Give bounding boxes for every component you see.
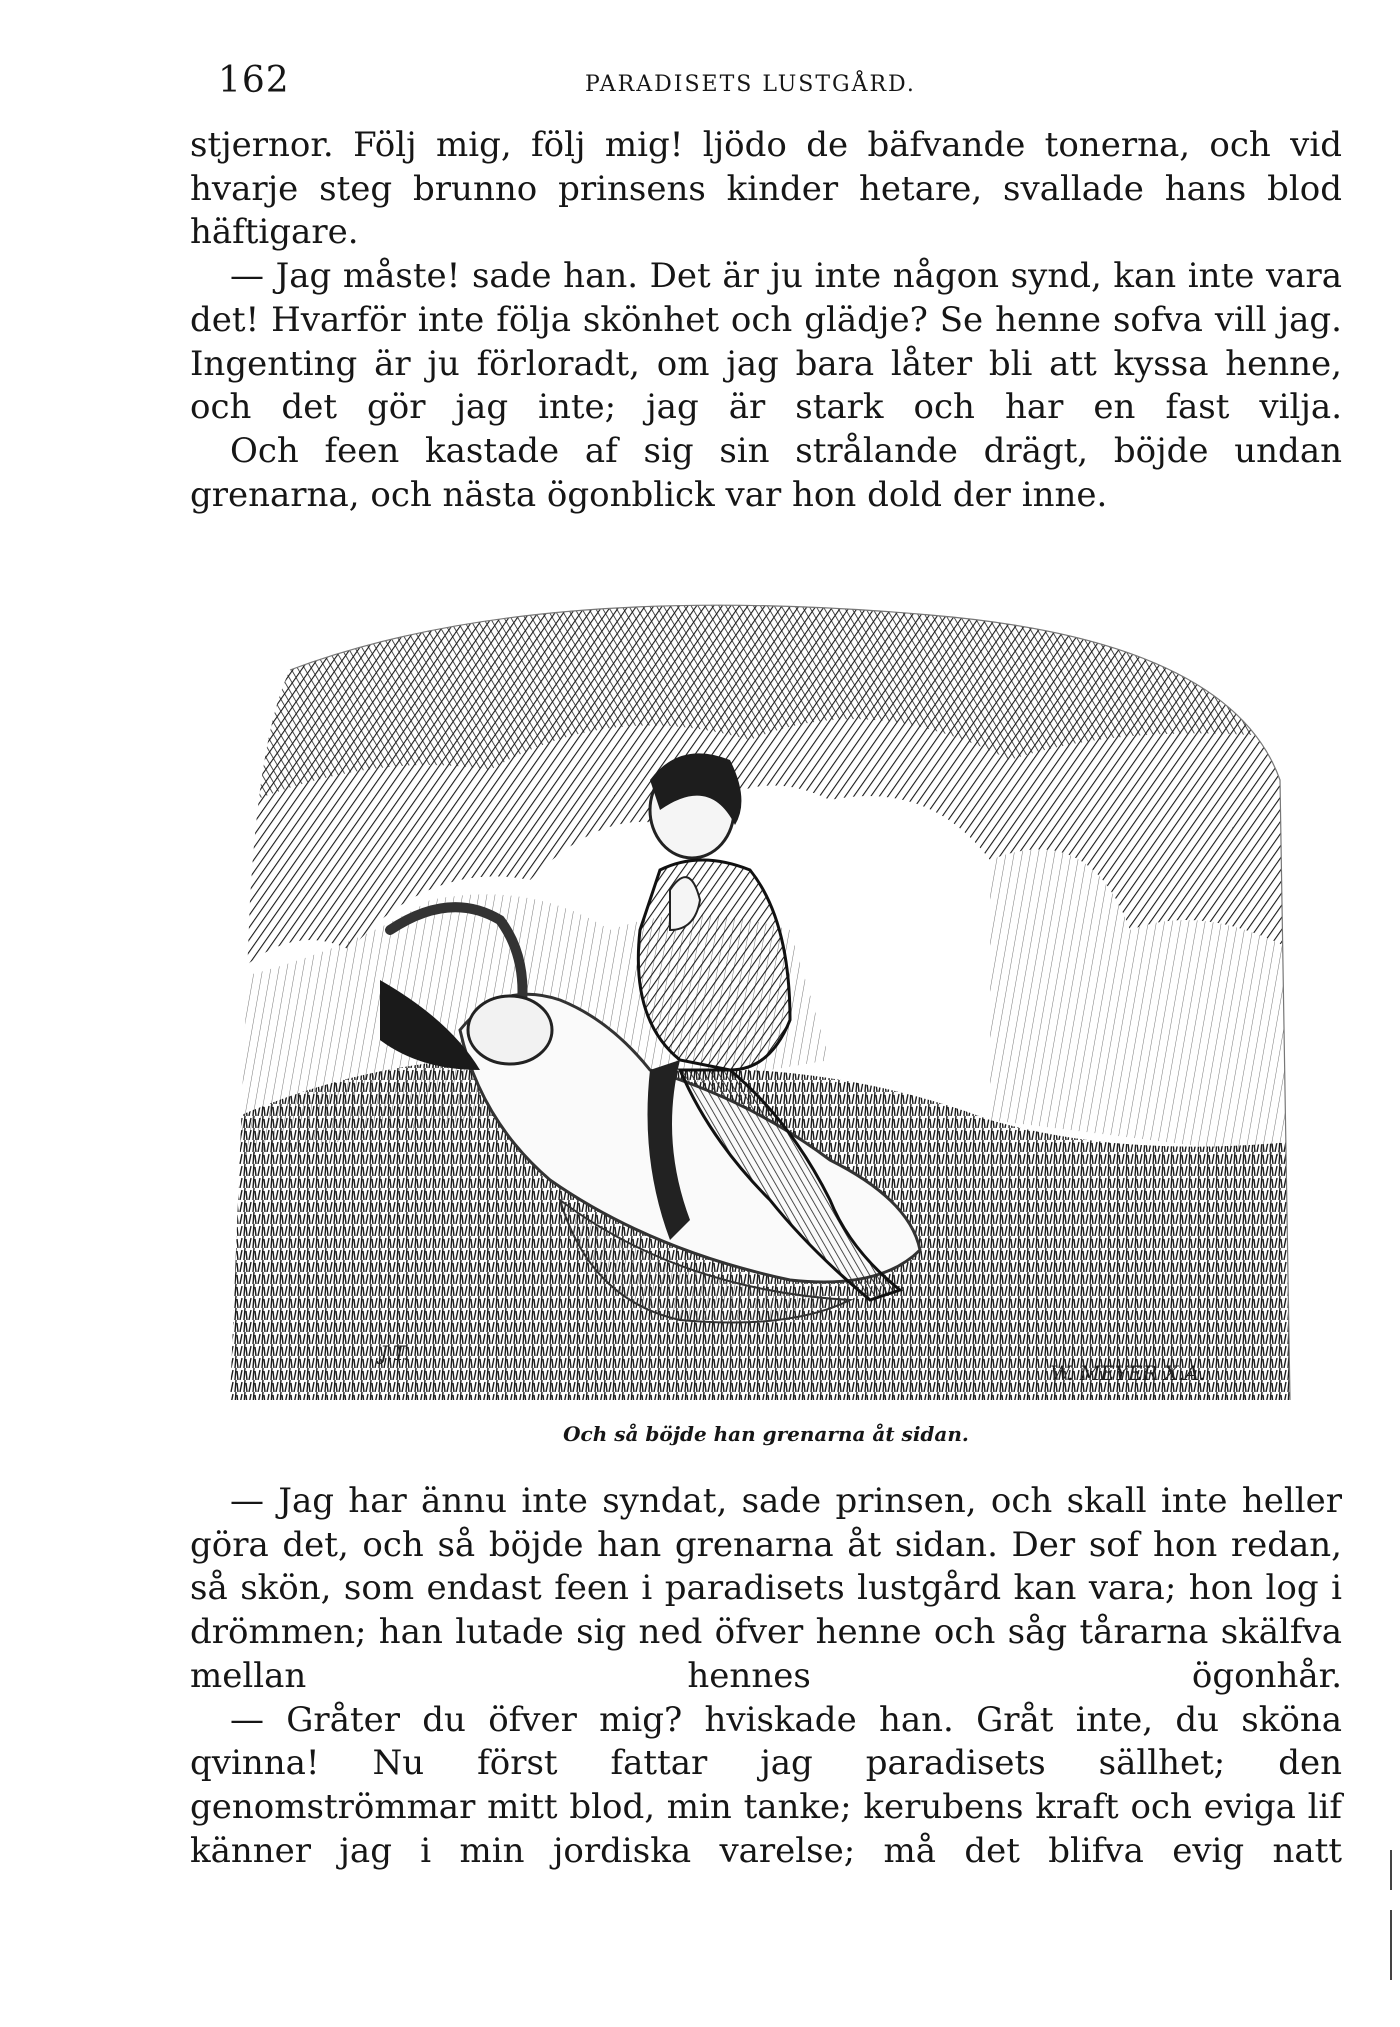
paragraph: Och feen kastade af sig sin strålande drägt, böjde undan grenarna, och nästa ögonblick var hon dold der inne. <box>190 430 1342 515</box>
page-edge-mark <box>1390 1910 1392 1980</box>
page-edge-mark <box>1390 1850 1392 1890</box>
engraving-illustration <box>230 600 1310 1400</box>
paragraph: stjernor. Följ mig, följ mig! ljödo de bäfvande tonerna, och vid hvarje steg brunno prinsens kinder hetare, svallade hans blod häftigare. <box>190 125 1342 253</box>
paragraph: — Jag måste! sade han. Det är ju inte någon synd, kan inte vara det! Hvarför inte följa skönhet och glädje? Se henne sofva vill jag. Ingenting är ju förloradt, om jag bara låter bli att kyssa henne, och det gör jag inte; jag är stark och har en fast vilja. <box>190 256 1342 428</box>
engraver-signature-right: W. MEYER X.A. <box>1050 1361 1206 1385</box>
engraver-signature-left: J.T. <box>380 1341 410 1365</box>
text-block-bottom <box>190 1480 1342 1873</box>
illustration-caption: Och så böjde han grenarna åt sidan. <box>563 1422 969 1446</box>
running-title: PARADISETS LUSTGÅRD. <box>585 72 916 97</box>
paragraph: — Jag har ännu inte syndat, sade prinsen, och skall inte heller göra det, och så böjde han grenarna åt sidan. Der sof hon redan, så skön, som endast feen i paradisets lustgård kan vara; hon log i drömmen; han lutade sig ned öfver henne och såg tårarna skälfva mellan hennes ögonhår. <box>190 1481 1342 1696</box>
paragraph: — Gråter du öfver mig? hviskade han. Gråt inte, du sköna qvinna! Nu först fattar jag paradisets sällhet; den genomströmmar mitt blod, min tanke; kerubens kraft och eviga lif känner jag i min jordiska varelse; må det blifva evig natt <box>190 1699 1342 1871</box>
engraving-drawing <box>230 600 1310 1400</box>
text-block-top <box>190 124 1342 517</box>
page-number: 162 <box>218 60 290 101</box>
